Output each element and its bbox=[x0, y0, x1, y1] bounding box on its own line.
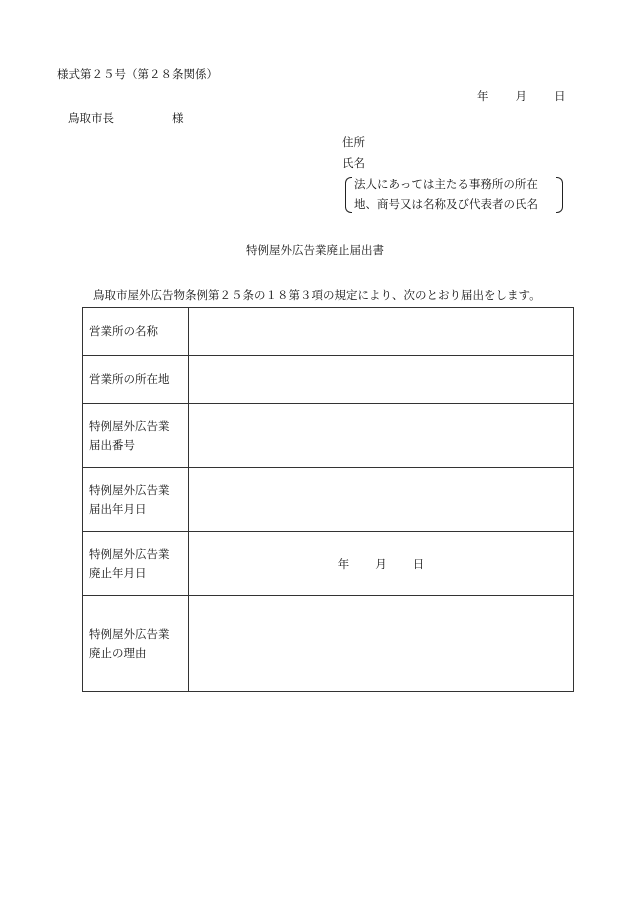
addressee-honorific: 様 bbox=[172, 111, 184, 125]
submission-date bbox=[477, 91, 566, 103]
notification-date-field[interactable] bbox=[189, 468, 574, 532]
table-row bbox=[83, 596, 574, 692]
table-row bbox=[83, 308, 574, 356]
left-bracket bbox=[345, 177, 352, 213]
notification-table bbox=[82, 307, 574, 692]
office-name-field[interactable] bbox=[189, 308, 574, 356]
row-label-abolition-date: 特例屋外広告業 廃止年月日 bbox=[83, 532, 189, 596]
abolition-reason-field[interactable] bbox=[189, 596, 574, 692]
row-label-office-address: 営業所の所在地 bbox=[83, 356, 189, 404]
row-label-notification-date: 特例屋外広告業 届出年月日 bbox=[83, 468, 189, 532]
month-label: 月 bbox=[375, 556, 387, 571]
abolition-date-field[interactable] bbox=[189, 532, 574, 596]
table-row bbox=[83, 532, 574, 596]
right-bracket bbox=[556, 177, 563, 213]
office-address-field[interactable] bbox=[189, 356, 574, 404]
row-label-notification-number: 特例屋外広告業 届出番号 bbox=[83, 404, 189, 468]
corporate-note bbox=[345, 176, 563, 214]
corporate-note-line: 法人にあっては主たる事務所の所在 bbox=[354, 177, 538, 191]
form-number: 様式第２５号（第２８条関係） bbox=[57, 67, 218, 81]
corporate-note-line: 地、商号又は名称及び代表者の氏名 bbox=[354, 197, 538, 211]
preamble-text: 鳥取市屋外広告物条例第２５条の１８第３項の規定により、次のとおり届出をします。 bbox=[93, 288, 541, 302]
year-label: 年 bbox=[337, 556, 350, 571]
address-label: 住所 bbox=[342, 135, 365, 149]
day-label: 日 bbox=[412, 556, 425, 571]
name-label: 氏名 bbox=[342, 156, 365, 170]
document-title: 特例屋外広告業廃止届出書 bbox=[246, 243, 384, 257]
addressee bbox=[68, 113, 184, 125]
row-label-office-name: 営業所の名称 bbox=[83, 308, 189, 356]
month-label: 月 bbox=[515, 89, 527, 103]
table-row bbox=[83, 356, 574, 404]
addressee-name: 鳥取市長 bbox=[68, 111, 114, 125]
year-label: 年 bbox=[477, 89, 489, 103]
table-row bbox=[83, 468, 574, 532]
row-label-abolition-reason: 特例屋外広告業 廃止の理由 bbox=[83, 596, 189, 692]
day-label: 日 bbox=[554, 89, 566, 103]
table-row bbox=[83, 404, 574, 468]
notification-number-field[interactable] bbox=[189, 404, 574, 468]
